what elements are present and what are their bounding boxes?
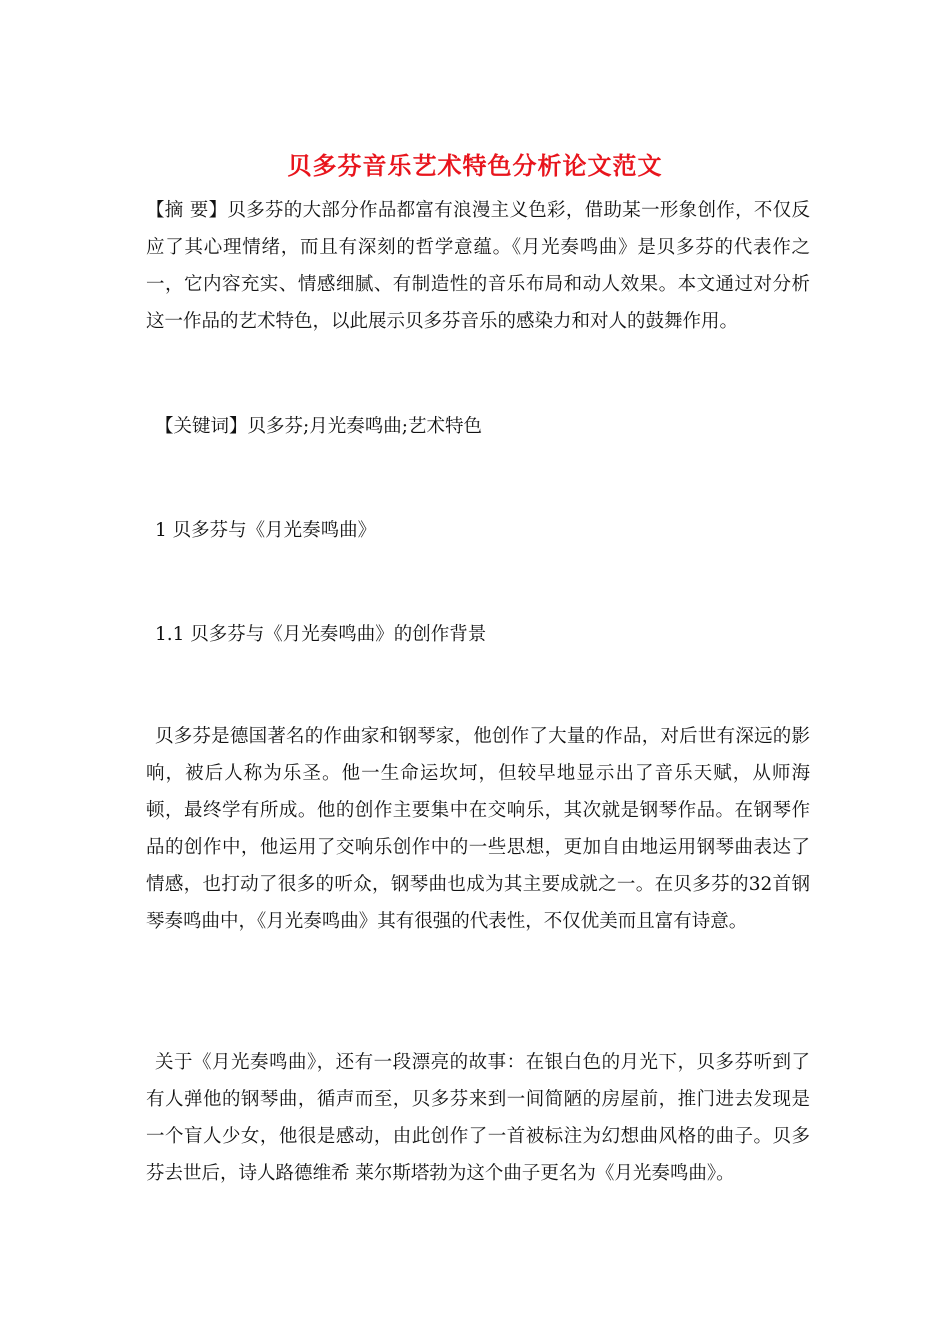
document-title: 贝多芬音乐艺术特色分析论文范文 bbox=[287, 151, 663, 180]
keywords-line: 【关键词】贝多芬;月光奏鸣曲;艺术特色 bbox=[155, 416, 482, 437]
section-heading-1: 1 贝多芬与《月光奏鸣曲》 bbox=[155, 520, 377, 541]
abstract-paragraph: 【摘 要】贝多芬的大部分作品都富有浪漫主义色彩，借助某一形象创作，不仅反应了其心理情绪，而且有深刻的哲学意蕴。《月光奏鸣曲》是贝多芬的代表作之一，它内容充实、情感细腻、有制造性的音乐布局和动人效果。本文通过对分析这一作品的艺术特色，以此展示贝多芬音乐的感染力和对人的鼓舞作用。 bbox=[146, 200, 810, 332]
section-heading-1-1: 1.1 贝多芬与《月光奏鸣曲》的创作背景 bbox=[155, 624, 487, 645]
body-paragraph-2-text: 关于《月光奏鸣曲》，还有一段漂亮的故事：在银白色的月光下，贝多芬听到了有人弹他的钢琴曲，循声而至，贝多芬来到一间简陋的房屋前，推门进去发现是一个盲人少女，他很是感动，由此创作了一首被标注为幻想曲风格的曲子。贝多芬去世后，诗人路德维希 莱尔斯塔勃为这个曲子更名为《月光奏鸣曲》。 bbox=[146, 1052, 810, 1184]
body-paragraph-2 bbox=[146, 1044, 810, 1192]
body-paragraph-1 bbox=[146, 718, 810, 940]
body-paragraph-1-text: 贝多芬是德国著名的作曲家和钢琴家，他创作了大量的作品，对后世有深远的影响，被后人称为乐圣。他一生命运坎坷，但较早地显示出了音乐天赋，从师海顿，最终学有所成。他的创作主要集中在交响乐，其次就是钢琴作品。在钢琴作品的创作中，他运用了交响乐创作中的一些思想，更加自由地运用钢琴曲表达了情感，也打动了很多的听众，钢琴曲也成为其主要成就之一。在贝多芬的32首钢琴奏鸣曲中，《月光奏鸣曲》其有很强的代表性，不仅优美而且富有诗意。 bbox=[146, 726, 810, 932]
